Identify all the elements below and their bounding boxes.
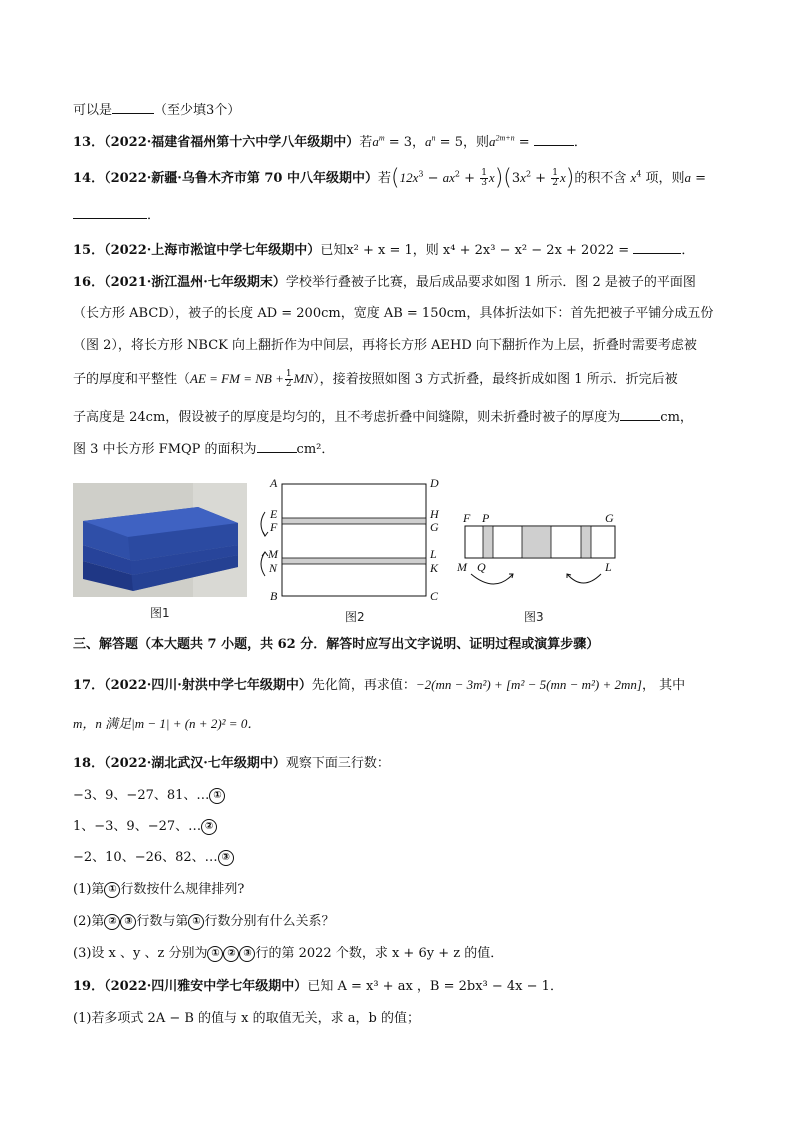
question-15: 15．（2022·上海市淞谊中学七年级期中）已知x² + x = 1，则 x⁴ + 2x³ − x² − 2x + 2022 = ． bbox=[73, 243, 695, 258]
q18-row-2: 1、−3、9、−27、… ② bbox=[73, 817, 217, 837]
svg-text:E: E bbox=[270, 507, 278, 521]
q17-line-2: m，n 满足|m − 1| + (n + 2)² = 0． bbox=[73, 716, 261, 731]
fig1-caption: 图1 bbox=[150, 606, 170, 620]
quilt-photo bbox=[73, 483, 247, 597]
svg-text:P: P bbox=[482, 511, 490, 525]
q16-line-3: （图 2），将长方形 NBCK 向上翻折作为中间层，再将长方形 AEHD 向下翻折作为上层，折叠时需要考虑被 bbox=[73, 338, 697, 353]
circled-number: ② bbox=[223, 946, 239, 962]
q16-line-5: 子高度是 24cm，假设被子的厚度是均匀的，且不考虑折叠中间缝隙，则未折叠时被子的厚度为 cm， bbox=[73, 410, 693, 425]
section-heading: 三、解答题（本大题共 7 小题，共 62 分．解答时应写出文字说明、证明过程或演算步骤） bbox=[73, 637, 600, 652]
fig2-diagram bbox=[258, 472, 448, 607]
svg-text:L: L bbox=[430, 547, 437, 561]
svg-text:B: B bbox=[270, 589, 278, 603]
svg-text:K: K bbox=[430, 561, 439, 575]
q16-line-2: （长方形 ABCD），被子的长度 AD = 200cm，宽度 AB = 150cm，具体折法如下：首先把被子平铺分成五份 bbox=[73, 306, 714, 321]
q18-part-1: (1)第 ① 行数按什么规律排列? bbox=[73, 882, 245, 897]
circled-number: ③ bbox=[239, 946, 255, 962]
question-18: 18．（2022·湖北武汉·七年级期中）观察下面三行数： bbox=[73, 756, 390, 771]
q18-part-3: (3)设 x 、y 、z 分别为 ① ② ③ 行的第 2022 个数，求 x + 6y + z 的值． bbox=[73, 946, 504, 961]
circled-number: ③ bbox=[120, 914, 136, 930]
svg-text:M: M bbox=[457, 560, 467, 574]
fig3-caption: 图3 bbox=[524, 610, 544, 624]
q19-part-1: (1)若多项式 2A − B 的值与 x 的取值无关，求 a，b 的值； bbox=[73, 1011, 420, 1026]
q16-line-4: 子的厚度和平整性（AE = FM = NB + $\frac{1}{2}$ MN），接着按照如图 3 方式折叠，最终折成如图 1 所示．折完后被 bbox=[73, 369, 678, 389]
svg-text:G: G bbox=[430, 520, 439, 534]
svg-text:M: M bbox=[268, 547, 278, 561]
svg-text:D: D bbox=[430, 476, 439, 490]
q18-row-3: −2、10、−26、82、… ③ bbox=[73, 848, 234, 868]
svg-text:A: A bbox=[270, 476, 278, 490]
svg-text:L: L bbox=[605, 560, 612, 574]
svg-text:C: C bbox=[430, 589, 439, 603]
circled-number: ③ bbox=[218, 850, 234, 866]
question-16: 16．（2021·浙江温州·七年级期末）学校举行叠被子比赛，最后成品要求如图 1 所示．图 2 是被子的平面图 bbox=[73, 275, 696, 290]
question-14: 14．（2022·新疆·乌鲁木齐市第 70 中八年级期中）若($12x^3 - ax^2$ + $\frac{1}{3}$ $x)(3x^2$ + $\frac{1}{2}$ x)的积不含 $x^4$ 项，则a = bbox=[73, 165, 707, 191]
q14-answer-line: ． bbox=[73, 206, 160, 226]
q12-tail-line: 可以是 （至少填3个） bbox=[73, 103, 241, 118]
svg-text:F: F bbox=[270, 520, 278, 534]
answer-blank[interactable] bbox=[534, 133, 574, 146]
answer-blank[interactable] bbox=[620, 408, 660, 421]
svg-text:G: G bbox=[605, 511, 614, 525]
circled-number: ② bbox=[104, 914, 120, 930]
q16-line-6: 图 3 中长方形 FMQP 的面积为 cm²． bbox=[73, 442, 335, 457]
answer-blank[interactable] bbox=[633, 241, 681, 254]
answer-blank[interactable] bbox=[112, 101, 154, 114]
circled-number: ① bbox=[209, 788, 225, 804]
q18-part-2: (2)第 ② ③ 行数与第 ① 行数分别有什么关系？ bbox=[73, 914, 335, 929]
circled-number: ① bbox=[207, 946, 223, 962]
svg-text:Q: Q bbox=[477, 560, 486, 574]
answer-blank[interactable] bbox=[73, 206, 147, 219]
circled-number: ① bbox=[188, 914, 204, 930]
q18-row-1: −3、9、−27、81、… ① bbox=[73, 786, 225, 806]
question-17: 17．（2022·四川·射洪中学七年级期中）先化简，再求值：−2(mn − 3m²) + [m² − 5(mn − m²) + 2mn]， 其中 bbox=[73, 677, 686, 693]
fig3-diagram bbox=[455, 508, 625, 588]
svg-text:F: F bbox=[463, 511, 471, 525]
fig2-caption: 图2 bbox=[345, 610, 365, 624]
circled-number: ① bbox=[104, 882, 120, 898]
answer-blank[interactable] bbox=[257, 440, 297, 453]
circled-number: ② bbox=[201, 819, 217, 835]
svg-text:N: N bbox=[269, 561, 278, 575]
question-13: 13．（2022·福建省福州第十六中学八年级期中）若$a^m = 3$，$a^n = 5$，则$a^{2m+n}$ = ． bbox=[73, 133, 587, 150]
svg-text:H: H bbox=[430, 507, 439, 521]
question-19: 19．（2022·四川雅安中学七年级期中）已知 A = x³ + ax ，B = 2bx³ − 4x − 1． bbox=[73, 979, 563, 994]
